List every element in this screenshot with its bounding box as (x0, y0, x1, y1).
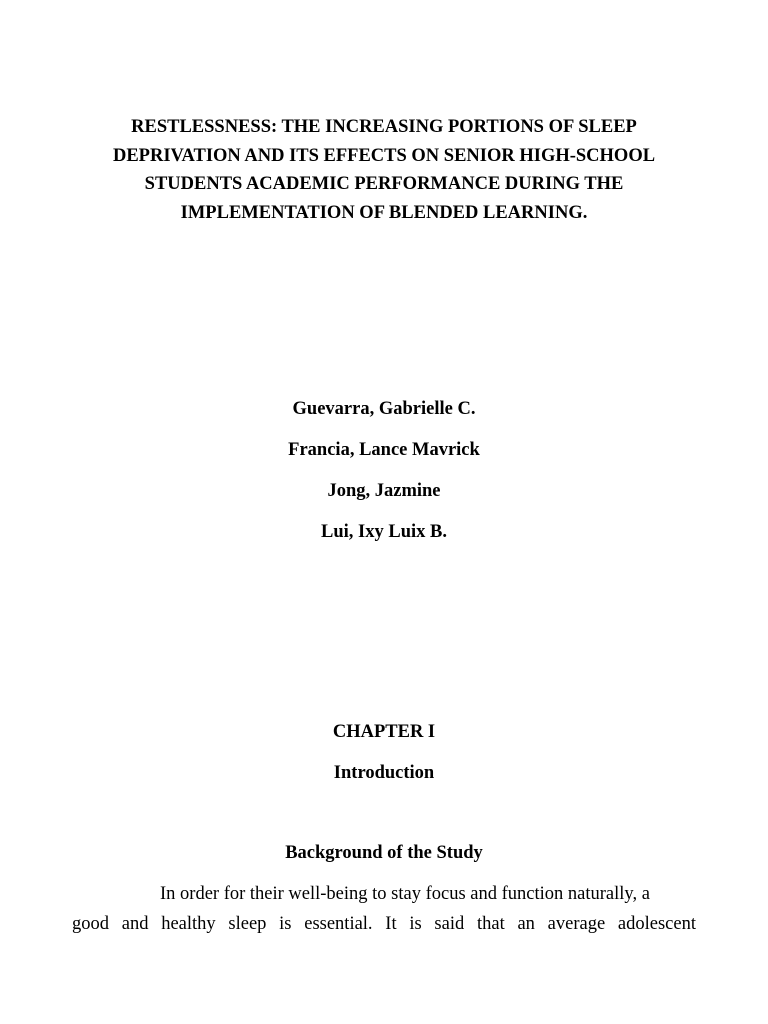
author-name: Jong, Jazmine (327, 481, 441, 501)
author-name: Francia, Lance Mavrick (288, 440, 480, 460)
chapter-title: Introduction (333, 763, 435, 783)
author-name: Lui, Ixy Luix B. (321, 522, 447, 542)
author-list (0, 397, 768, 561)
paragraph-line: In order for their well-being to stay focus and function naturally, a (160, 884, 650, 904)
title-line: IMPLEMENTATION OF BLENDED LEARNING. (180, 202, 588, 223)
section-heading: Background of the Study (285, 843, 483, 863)
title-line: STUDENTS ACADEMIC PERFORMANCE DURING THE (144, 174, 624, 194)
chapter-heading: CHAPTER I (332, 722, 436, 742)
title-line: DEPRIVATION AND ITS EFFECTS ON SENIOR HIGH-SCHOOL (112, 145, 656, 166)
paper-title (60, 113, 708, 227)
title-line: RESTLESSNESS: THE INCREASING PORTIONS OF SLEEP (131, 117, 637, 137)
body-paragraph (72, 879, 696, 939)
author-name: Guevarra, Gabrielle C. (292, 399, 476, 419)
paragraph-line: good and healthy sleep is essential. It is said that an average adolescent (72, 914, 696, 934)
